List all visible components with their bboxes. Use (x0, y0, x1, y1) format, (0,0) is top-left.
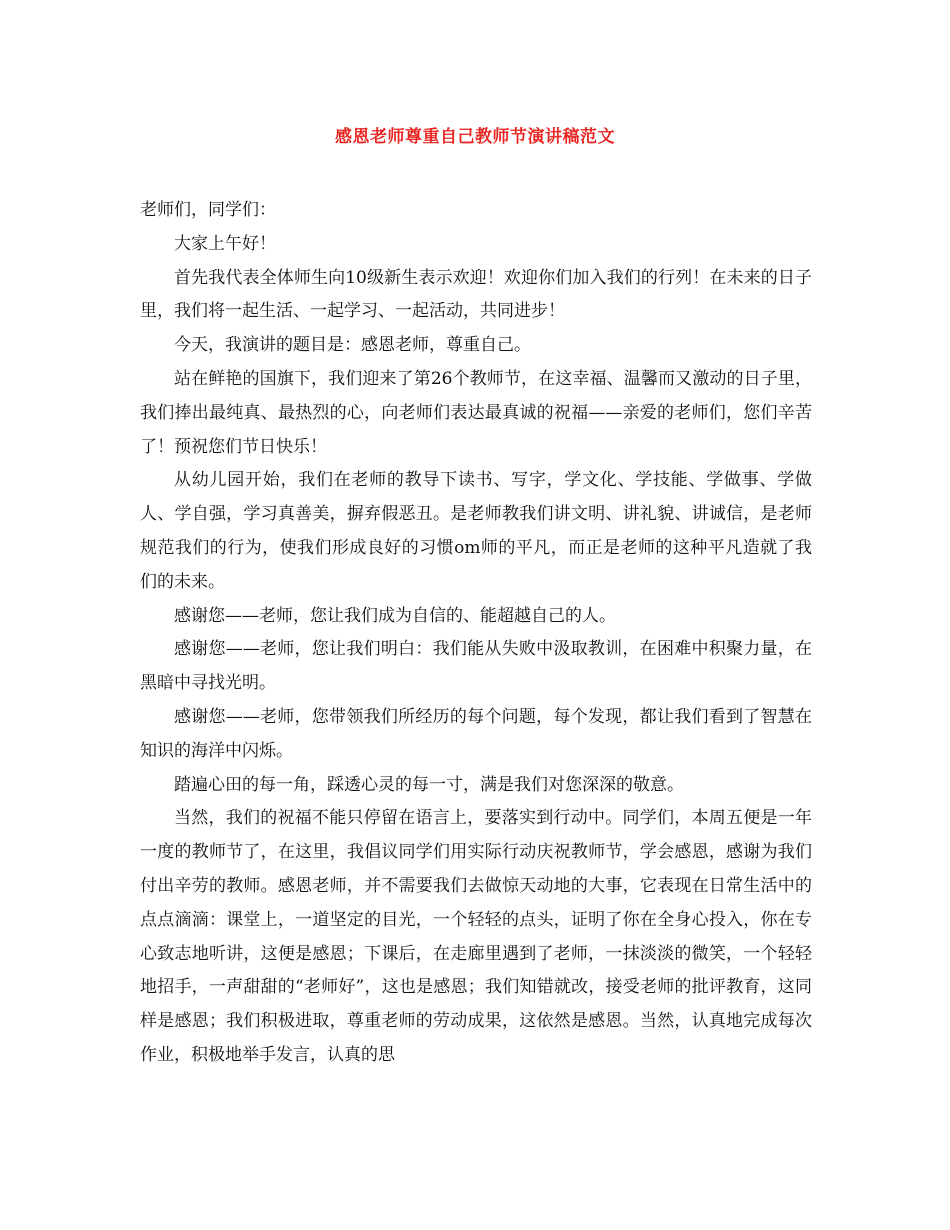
body-paragraph: 感谢您——老师，您带领我们所经历的每个问题，每个发现，都让我们看到了智慧在知识的海洋中闪烁。 (140, 706, 812, 761)
body-paragraph: 当然，我们的祝福不能只停留在语言上，要落实到行动中。同学们，本周五便是一年一度的教师节了，在这里，我倡议同学们用实际行动庆祝教师节，学会感恩，感谢为我们付出辛劳的教师。感恩老师，并不需要我们去做惊天动地的大事，它表现在日常生活中的点点滴滴：课堂上，一道坚定的目光，一个轻轻的点头，证明了你在全身心投入，你在专心致志地听讲，这便是感恩；下课后，在走廊里遇到了老师，一抹淡淡的微笑，一个轻轻地招手，一声甜甜的“老师好”，这也是感恩；我们知错就改，接受老师的批评教育，这同样是感恩；我们积极进取，尊重老师的劳动成果，这依然是感恩。当然，认真地完成每次作业，积极地举手发言，认真的思 (140, 808, 812, 1065)
body-paragraph: 站在鲜艳的国旗下，我们迎来了第26个教师节，在这幸福、温馨而又激动的日子里，我们捧出最纯真、最热烈的心，向老师们表达最真诚的祝福——亲爱的老师们，您们辛苦了！预祝您们节日快乐！ (140, 368, 812, 457)
body-paragraph: 感谢您——老师，您让我们明白：我们能从失败中汲取教训，在困难中积聚力量，在黑暗中寻找光明。 (140, 639, 812, 694)
body-paragraph: 从幼儿园开始，我们在老师的教导下读书、写字，学文化、学技能、学做事、学做人、学自强，学习真善美，摒弃假恶丑。是老师教我们讲文明、讲礼貌、讲诚信，是老师规范我们的行为，使我们形成良好的习惯om师的平凡，而正是老师的这种平凡造就了我们的未来。 (140, 470, 812, 592)
body-paragraph: 今天，我演讲的题目是：感恩老师，尊重自己。 (174, 335, 531, 356)
body-paragraph: 踏遍心田的每一角，踩透心灵的每一寸，满是我们对您深深的敬意。 (174, 774, 684, 795)
greeting-paragraph: 大家上午好！ (174, 233, 276, 254)
body-paragraph: 首先我代表全体师生向10级新生表示欢迎！欢迎你们加入我们的行列！在未来的日子里，我们将一起生活、一起学习、一起活动，共同进步！ (140, 267, 812, 322)
document-body (140, 194, 812, 1073)
salutation-paragraph: 老师们，同学们： (140, 200, 276, 220)
document-title: 感恩老师尊重自己教师节演讲稿范文 (335, 127, 615, 147)
body-paragraph: 感谢您——老师，您让我们成为自信的、能超越自己的人。 (174, 605, 616, 626)
